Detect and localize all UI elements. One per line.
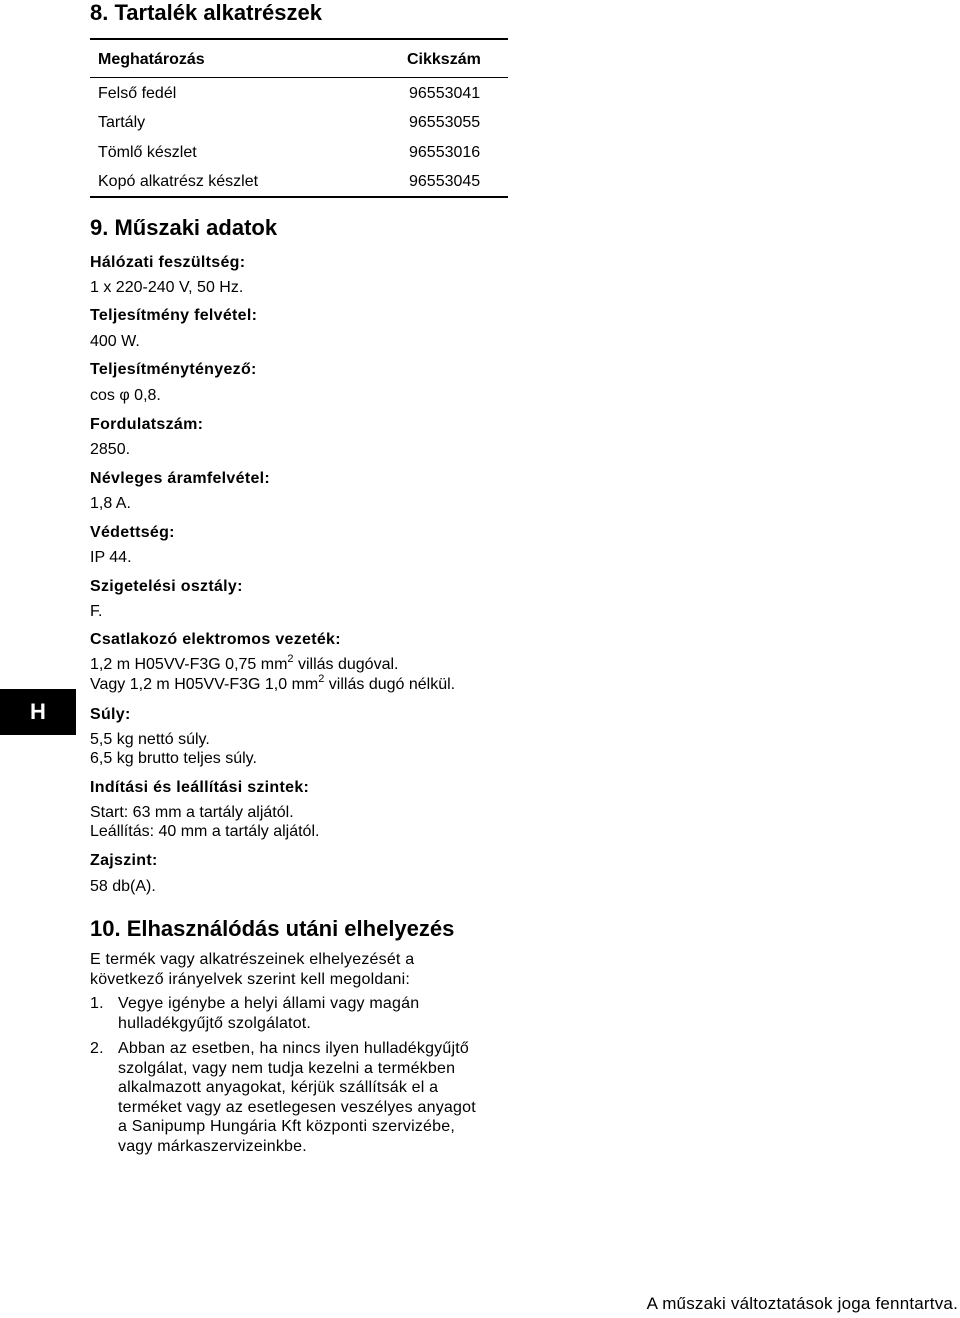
- footer-note: A műszaki változtatások joga fenntartva.: [646, 1294, 958, 1313]
- section-title-tech: 9. Műszaki adatok: [90, 215, 278, 240]
- insulation-value: F.: [90, 603, 103, 620]
- list-item-number: 1.: [90, 995, 104, 1012]
- table-header-code: Cikkszám: [407, 51, 481, 68]
- table-row-desc: Kopó alkatrész készlet: [98, 173, 259, 190]
- levels-start-value: Start: 63 mm a tartály aljától.: [90, 804, 294, 821]
- disposal-intro-line-1: E termék vagy alkatrészeinek elhelyezését a: [90, 951, 415, 968]
- levels-label: Indítási és leállítási szintek:: [90, 779, 310, 796]
- section-title-disposal: 10. Elhasználódás utáni elhelyezés: [90, 916, 455, 941]
- table-top-rule: [90, 38, 508, 40]
- weight-gross-value: 6,5 kg brutto teljes súly.: [90, 750, 257, 767]
- voltage-value: 1 x 220-240 V, 50 Hz.: [90, 279, 244, 296]
- table-row-code: 96553041: [409, 85, 481, 102]
- protection-label: Védettség:: [90, 524, 175, 541]
- levels-stop-value: Leállítás: 40 mm a tartály aljától.: [90, 823, 320, 840]
- table-bottom-rule: [90, 196, 508, 198]
- table-header-description: Meghatározás: [98, 51, 205, 68]
- weight-label: Súly:: [90, 706, 131, 723]
- power-factor-label: Teljesítménytényező:: [90, 361, 257, 378]
- list-item-text: Vegye igénybe a helyi állami vagy magán hulladékgyűjtő szolgálatot.: [118, 995, 420, 1032]
- insulation-label: Szigetelési osztály:: [90, 578, 243, 595]
- cable-value-line-1: 1,2 m H05VV-F3G 0,75 $mm^2$ villás dugóval.: [90, 652, 399, 673]
- section-title-spare-parts: 8. Tartalék alkatrészek: [90, 0, 322, 25]
- rpm-value: 2850.: [90, 441, 131, 458]
- disposal-intro-line-2: következő irányelvek szerint kell megoldani:: [90, 971, 411, 988]
- cable-value-line-2: Vagy 1,2 m H05VV-F3G 1,0 $mm^2$ villás dugó nélkül.: [90, 672, 456, 693]
- noise-value: 58 db(A).: [90, 878, 156, 895]
- voltage-label: Hálózati feszültség:: [90, 254, 246, 271]
- table-row-desc: Tömlő készlet: [98, 144, 197, 161]
- table-row-desc: Tartály: [98, 114, 146, 131]
- table-row-code: 96553016: [409, 144, 481, 161]
- noise-label: Zajszint:: [90, 852, 158, 869]
- table-row-code: 96553055: [409, 114, 481, 131]
- table-row-desc: Felső fedél: [98, 85, 177, 102]
- rpm-label: Fordulatszám:: [90, 416, 204, 433]
- weight-net-value: 5,5 kg nettó súly.: [90, 731, 210, 748]
- cable-label: Csatlakozó elektromos vezeték:: [90, 631, 341, 648]
- table-header-rule: [90, 77, 508, 78]
- list-item-number: 2.: [90, 1040, 104, 1057]
- power-label: Teljesítmény felvétel:: [90, 307, 258, 324]
- protection-value: IP 44.: [90, 549, 132, 566]
- power-value: 400 W.: [90, 333, 140, 350]
- current-label: Névleges áramfelvétel:: [90, 470, 271, 487]
- power-factor-value: cos φ 0,8.: [90, 387, 161, 404]
- list-item-text: Abban az esetben, ha nincs ilyen hulladékgyűjtő szolgálat, vagy nem tudja kezelni a termékben alkalmazott anyagokat, kérjük szállítsák el a terméket vagy az esetlegesen veszélyes anyagot a Sanipump Hungária Kft központi szervizébe, vagy márkaszervizeinkbe.: [118, 1040, 476, 1155]
- table-row-code: 96553045: [409, 173, 481, 190]
- language-tab: H: [0, 689, 76, 735]
- current-value: 1,8 A.: [90, 495, 131, 512]
